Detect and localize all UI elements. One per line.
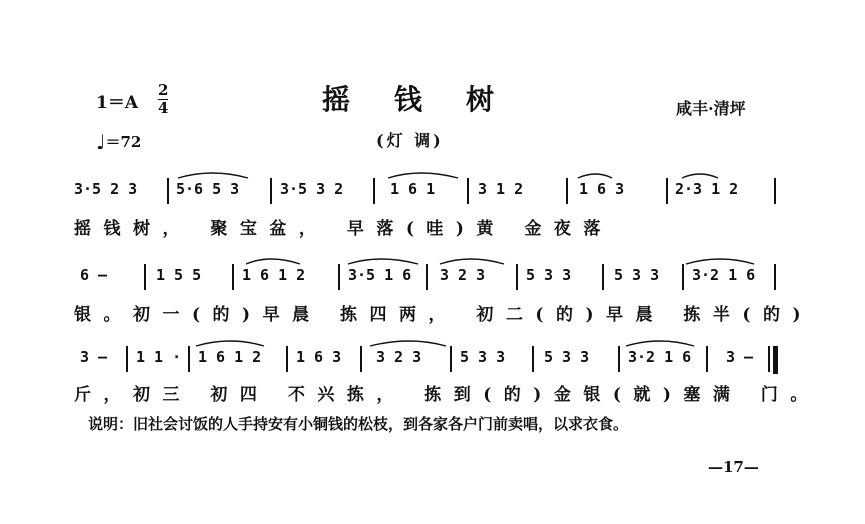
tempo-value: ＝72	[105, 133, 142, 151]
measure: 3·2 1 6	[692, 266, 756, 284]
slur	[388, 173, 458, 178]
measure: 3 —	[80, 348, 108, 366]
measure: 1 5 5	[156, 266, 202, 284]
measure: 6 —	[80, 266, 108, 284]
measure: 1 6 3	[579, 180, 625, 198]
measure: 5 3 3	[526, 266, 572, 284]
measure: 3 2 3	[376, 348, 422, 366]
measure: 3 1 2	[478, 180, 524, 198]
measure: 3 2 3	[440, 266, 486, 284]
time-signature-bottom: 4	[158, 99, 169, 117]
slur	[246, 259, 300, 264]
page-number: —17—	[708, 458, 759, 476]
time-signature-top: 2	[158, 81, 169, 99]
slur	[578, 174, 612, 178]
measure: 5 3 3	[460, 348, 506, 366]
key-signature: 1＝A	[96, 93, 139, 113]
measure: 5·6 5 3	[176, 180, 240, 198]
slur	[196, 341, 264, 346]
lyrics-line-2: 银。初一(的)早晨 拣四两， 初二(的)早晨 拣半(的)	[74, 305, 814, 325]
song-title: 摇钱树	[322, 83, 539, 116]
measure: 1 1 ·	[136, 348, 182, 366]
measure: 2·3 1 2	[675, 180, 739, 198]
song-author: 咸丰·清坪	[676, 99, 746, 118]
measure: 1 6 3	[296, 348, 342, 366]
slur	[682, 174, 718, 178]
footnote: 说明：旧社会讨饭的人手持安有小铜钱的松枝，到各家各户门前卖唱，以求衣食。	[88, 415, 629, 433]
slur	[370, 341, 446, 346]
measure: 3·5 1 6	[348, 266, 412, 284]
quarter-note-icon: ♩	[96, 130, 106, 154]
measure: 1 6 1	[390, 180, 436, 198]
slur	[348, 259, 418, 264]
slur	[440, 259, 504, 264]
measure: 1 6 1 2	[198, 348, 262, 366]
measure: 5 3 3	[614, 266, 660, 284]
measure: 1 6 1 2	[242, 266, 306, 284]
measure: 5 3 3	[544, 348, 590, 366]
lyrics-line-3: 斤，初三 初四 不兴拣， 拣到(的)金银(就)塞满 门。	[74, 385, 820, 405]
slur	[626, 341, 694, 346]
measure: 3·5 3 2	[280, 180, 344, 198]
lyrics-line-1: 摇钱树， 聚宝盆， 早落(哇)黄 金夜落	[74, 219, 613, 239]
measure: 3·2 1 6	[628, 348, 692, 366]
slur	[178, 173, 248, 178]
song-subtitle: (灯 调)	[376, 131, 444, 150]
measure: 3·5 2 3	[74, 180, 138, 198]
slur	[686, 259, 754, 264]
measure: 3 —	[726, 348, 754, 366]
